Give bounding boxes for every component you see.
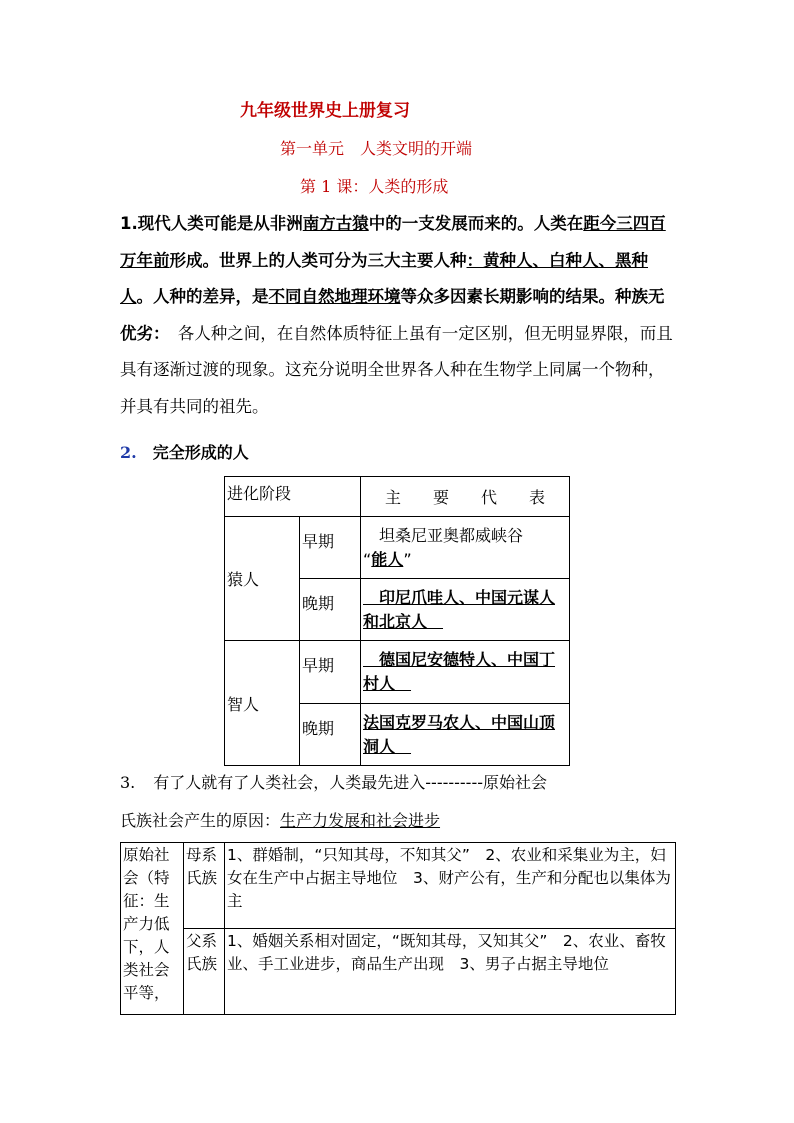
section-4-line <box>120 808 440 831</box>
clan-name: 父系氏族 <box>184 929 225 1015</box>
para1-underline: 距今三四百万年前 <box>120 214 666 270</box>
clan-description: 1、群婚制，“只知其母，不知其父” 2、农业和采集业为主，妇女在生产中占据主导地位 3、财产公有，生产和分配也以集体为主 <box>225 843 676 929</box>
para1-text: 。人种的差异，是 <box>136 287 269 306</box>
rep-underline: 德国尼安德特人、中国丁村人 <box>363 650 556 693</box>
rep-underline: 法国克罗马农人、中国山顶洞人 <box>363 712 556 756</box>
para1-text: 1.现代人类可能是从非洲 <box>120 214 303 233</box>
representative-cell <box>361 704 570 766</box>
section-4-label: 氏族社会产生的原因： <box>120 811 281 830</box>
document-title: 九年级世界史上册复习 <box>240 101 410 121</box>
rep-text: 坦桑尼亚奥都威峡谷 <box>363 525 524 545</box>
period-label: 晚期 <box>300 704 361 766</box>
header-stage: 进化阶段 <box>225 477 361 517</box>
header-representative: 主 要 代 表 <box>361 477 570 517</box>
clan-description: 1、婚姻关系相对固定，“既知其母，又知其父” 2、农业、畜牧业、手工业进步，商品生产出现 3、男子占据主导地位 <box>225 929 676 1015</box>
section-3-text: 有了人就有了人类社会，人类最先进入----------原始社会 <box>153 773 548 792</box>
lesson-title: 课：人类的形成 <box>336 177 449 196</box>
evolution-table <box>224 476 570 766</box>
para1-text: 中的一支发展而来的。人类在 <box>368 214 584 233</box>
representative-cell <box>361 517 570 579</box>
primitive-society-cell: 原始社会（特征：生产力低下，人类社会平等， <box>121 843 184 1015</box>
period-label: 早期 <box>300 641 361 704</box>
section-3-number: 3. <box>120 773 136 792</box>
section-4-reason: 生产力发展和社会进步 <box>280 811 441 830</box>
group-name: 猿人 <box>225 517 300 641</box>
period-label: 早期 <box>300 517 361 579</box>
section-3-line <box>120 770 547 793</box>
para1-underline: 不同自然地理环境 <box>268 287 401 306</box>
paragraph-1 <box>120 206 680 425</box>
para1-underline: 南方古猿 <box>302 214 369 233</box>
section-2-heading <box>120 440 249 463</box>
clan-name: 母系氏族 <box>184 843 225 929</box>
para1-normal-text: 各人种之间，在自然体质特征上虽有一定区别，但无明显界限，而且具有逐渐过渡的现象。这充分说明全世界各人种在生物学上同属一个物种，并具有共同的祖先。 <box>120 323 673 416</box>
lesson-prefix: 第 <box>300 177 317 196</box>
representative-cell <box>361 579 570 641</box>
section-2-label: 完全形成的人 <box>152 443 249 462</box>
lesson-number: 1 <box>321 177 332 196</box>
group-name: 智人 <box>225 641 300 766</box>
para1-text: 等众多因素长期影响的结果。种族无优劣： <box>120 287 665 343</box>
para1-text: 形成。世界上的人类可分为三大主要人种 <box>169 250 467 270</box>
rep-quote: “ <box>363 549 372 569</box>
society-table <box>120 842 676 1015</box>
representative-cell <box>361 641 570 704</box>
para1-underline: ：黄种人、白种人、黑种人 <box>120 250 648 306</box>
period-label: 晚期 <box>300 579 361 641</box>
section-2-number: 2. <box>120 443 137 462</box>
lesson-heading <box>300 174 448 197</box>
rep-quote: ” <box>403 549 412 569</box>
unit-heading: 第一单元 人类文明的开端 <box>280 139 473 158</box>
rep-underline: 印尼爪哇人、中国元谋人和北京人 <box>363 587 556 631</box>
rep-underline: 能人 <box>371 549 404 569</box>
